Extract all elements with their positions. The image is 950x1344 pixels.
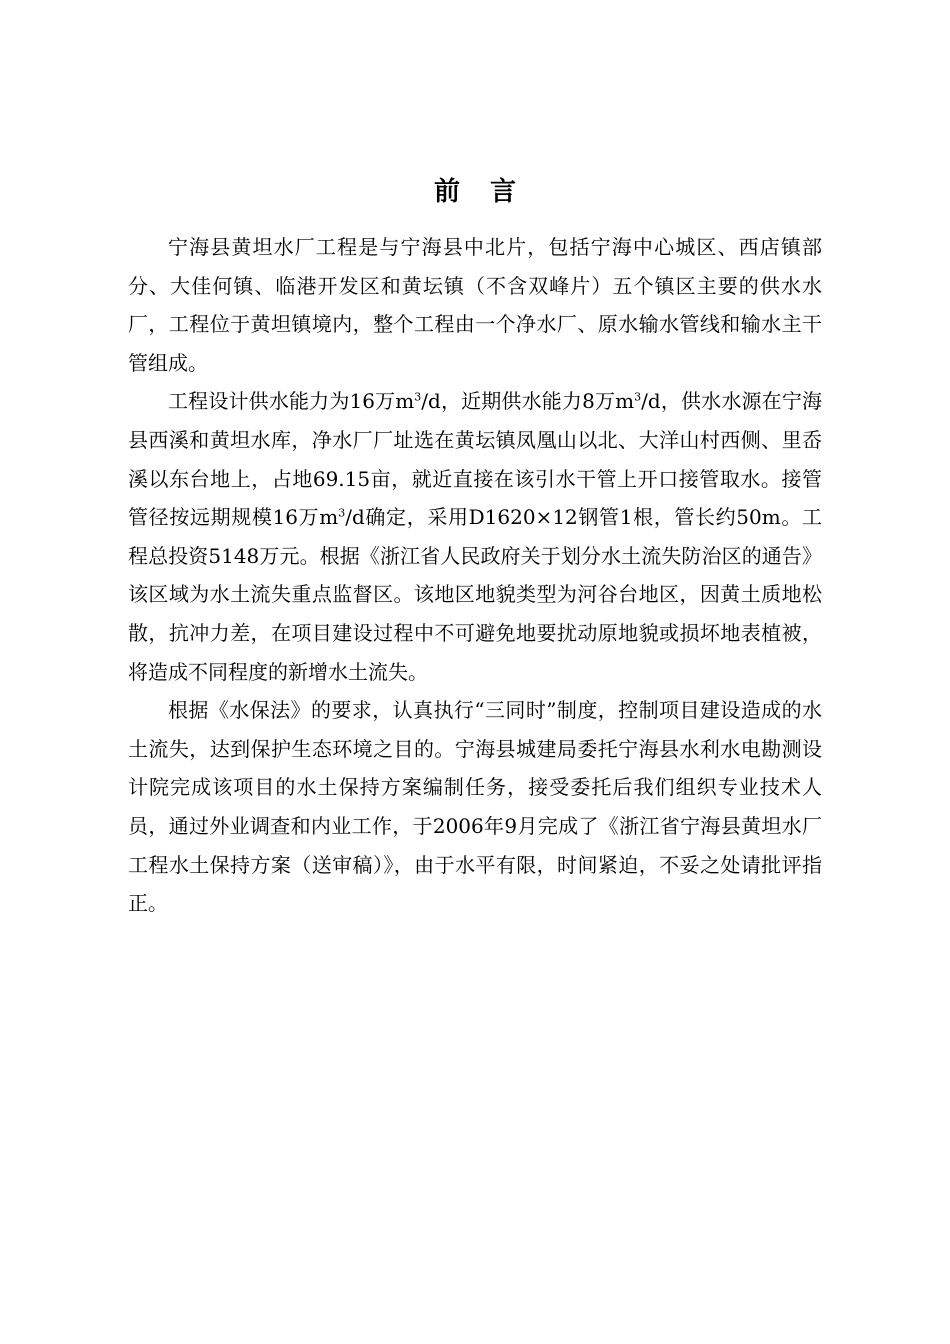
paragraph-3: 根据《水保法》的要求，认真执行“三同时”制度，控制项目建设造成的水土流失，达到保护生态环境之目的。宁海县城建局委托宁海县水利水电勘测设计院完成该项目的水土保持方案编制任务，接受委托后我们组织专业技术人员，通过外业调查和内业工作，于2006年9月完成了《浙江省宁海县黄坦水厂工程水土保持方案（送审稿）》，由于水平有限，时间紧迫，不妥之处请批评指正。 <box>128 698 822 916</box>
page-title: 前言 <box>433 177 546 207</box>
superscript-3: 3 <box>338 506 346 520</box>
paragraph-2 <box>128 382 822 691</box>
paragraph-2-segment-1: 工程设计供水能力为16万m <box>168 389 415 414</box>
paragraph-1: 宁海县黄坦水厂工程是与宁海县中北片，包括宁海中心城区、西店镇部分、大佳何镇、临港开发区和黄坛镇（不含双峰片）五个镇区主要的供水水厂，工程位于黄坦镇境内，整个工程由一个净水厂、原水输水管线和输水主干管组成。 <box>128 235 822 375</box>
paragraph-2-segment-3: /d，供水水源在宁海县西溪和黄坦水库，净水厂厂址选在黄坛镇凤凰山以北、大洋山村西侧、里岙溪以东台地上，占地69.15亩，就近直接在该引水干管上开口接管取水。接管管径按远期规模16万m <box>128 389 822 530</box>
superscript-3: 3 <box>634 390 642 404</box>
paragraph-2-segment-2: /d，近期供水能力8万m <box>421 389 635 414</box>
superscript-3: 3 <box>414 390 422 404</box>
paragraph-2-segment-4: /d确定，采用D1620×12钢管1根，管长约50m。工程总投资5148万元。根据《浙江省人民政府关于划分水土流失防治区的通告》该区域为水土流失重点监督区。该地区地貌类型为河谷台地区，因黄土质地松散，抗冲力差，在项目建设过程中不可避免地要扰动原地貌或损坏地表植被，将造成不同程度的新增水土流失。 <box>128 505 822 684</box>
body-text <box>128 228 822 923</box>
